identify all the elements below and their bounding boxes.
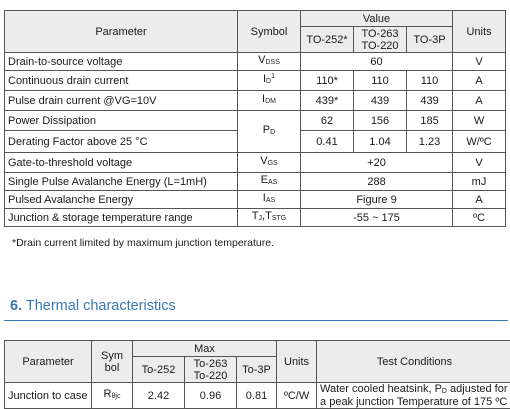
section-heading: [10, 298, 176, 314]
header-to3p: TO-3P: [407, 27, 453, 53]
value-to263: 439: [354, 91, 407, 111]
footnote: *Drain current limited by maximum junction temperature.: [12, 237, 274, 249]
table-row: [5, 53, 506, 71]
value-to3p: 1.23: [407, 131, 453, 153]
symbol-sup: 1: [271, 73, 275, 80]
header-symbol: [92, 341, 133, 383]
param-cell: Pulsed Avalanche Energy: [5, 191, 238, 209]
symbol-text: P: [263, 124, 270, 136]
value-to263: 156: [354, 111, 407, 131]
symbol-cell: [238, 153, 301, 173]
param-cell: Junction to case: [5, 383, 92, 409]
value-to263: 1.04: [354, 131, 407, 153]
table-row: [5, 153, 506, 173]
unit-cell: V: [453, 53, 506, 71]
unit-cell: A: [453, 71, 506, 91]
symbol-sub: D: [266, 78, 271, 85]
value-to252: 2.42: [133, 383, 185, 409]
symbol-sub: GS: [268, 160, 278, 167]
symbol-text: I: [263, 192, 266, 204]
value-to263: 0.96: [185, 383, 237, 409]
value-to3p: 185: [407, 111, 453, 131]
value-cell: 60: [301, 53, 453, 71]
value-to263: 110: [354, 71, 407, 91]
symbol-cell: [238, 209, 301, 227]
header-max: Max: [133, 341, 277, 357]
header-to220: To-220: [188, 370, 233, 382]
conditions-line2: a peak junction Temperature of 175 ºC: [320, 397, 509, 408]
table-row: [5, 191, 506, 209]
header-parameter: Parameter: [5, 11, 238, 53]
table-row: [5, 209, 506, 227]
param-cell: Drain-to-source voltage: [5, 53, 238, 71]
unit-cell: mJ: [453, 173, 506, 191]
symbol-sub: DM: [265, 98, 276, 105]
header-to220: TO-220: [357, 40, 403, 52]
param-cell: Single Pulse Avalanche Energy (L=1mH): [5, 173, 238, 191]
value-cell: 288: [301, 173, 453, 191]
symbol-text: E: [261, 174, 268, 186]
header-parameter: Parameter: [5, 341, 92, 383]
symbol-sub-2: STG: [272, 215, 286, 222]
table-row: [5, 91, 506, 111]
table-row: [5, 111, 506, 131]
symbol-sub: AS: [266, 197, 275, 204]
conditions-text-b: adjusted for: [447, 383, 508, 395]
conditions-cell: [317, 383, 510, 409]
symbol-cell: [238, 191, 301, 209]
header-value: Value: [301, 11, 453, 27]
symbol-text: R: [104, 388, 112, 400]
unit-cell: V: [453, 153, 506, 173]
absolute-max-ratings-table: [4, 10, 506, 227]
header-to252: TO-252*: [301, 27, 354, 53]
conditions-line1: [320, 384, 509, 397]
unit-cell: ºC: [453, 209, 506, 227]
param-cell: Derating Factor above 25 °C: [5, 131, 238, 153]
symbol-sub: AS: [268, 179, 277, 186]
value-to3p: 439: [407, 91, 453, 111]
param-cell: Power Dissipation: [5, 111, 238, 131]
symbol-text: T: [252, 210, 259, 222]
unit-cell: W: [453, 111, 506, 131]
thermal-characteristics-table: [4, 340, 510, 409]
table-row: [5, 71, 506, 91]
value-to252: 439*: [301, 91, 354, 111]
unit-cell: A: [453, 91, 506, 111]
unit-cell: A: [453, 191, 506, 209]
value-to252: 62: [301, 111, 354, 131]
symbol-cell: [92, 383, 133, 409]
symbol-sub: D: [270, 129, 275, 136]
value-to252: 110*: [301, 71, 354, 91]
value-cell: Figure 9: [301, 191, 453, 209]
header-to263: To-263: [188, 358, 233, 370]
conditions-sub: D: [442, 388, 447, 395]
param-cell: Continuous drain current: [5, 71, 238, 91]
header-symbol-line1: Sym: [95, 350, 129, 362]
table-row: [5, 173, 506, 191]
symbol-cell: [238, 91, 301, 111]
symbol-cell: [238, 173, 301, 191]
header-to263: TO-263: [357, 28, 403, 40]
unit-cell: ºC/W: [277, 383, 317, 409]
param-cell: Gate-to-threshold voltage: [5, 153, 238, 173]
unit-cell: W/ºC: [453, 131, 506, 153]
symbol-cell: [238, 53, 301, 71]
symbol-sub: DSS: [265, 59, 279, 66]
value-to3p: 110: [407, 71, 453, 91]
header-test-conditions: Test Conditions: [317, 341, 510, 383]
symbol-text-2: ,T: [262, 210, 272, 222]
section-title: Thermal characteristics: [22, 298, 176, 314]
table-row: [5, 383, 510, 409]
symbol-sub: J: [259, 215, 263, 222]
header-to263-to220: [354, 27, 407, 53]
param-cell: Pulse drain current @VG=10V: [5, 91, 238, 111]
symbol-sub: θjc: [112, 393, 121, 400]
header-to263-to220: [185, 357, 237, 383]
symbol-text: V: [260, 155, 267, 167]
header-symbol-line2: bol: [95, 362, 129, 374]
value-to3p: 0.81: [237, 383, 277, 409]
symbol-cell: [238, 111, 301, 153]
section-number: 6.: [10, 298, 22, 314]
value-cell: -55 ~ 175: [301, 209, 453, 227]
header-to252: To-252: [133, 357, 185, 383]
symbol-text: I: [263, 73, 266, 85]
symbol-cell: [238, 71, 301, 91]
symbol-text: V: [258, 54, 265, 66]
header-to3p: To-3P: [237, 357, 277, 383]
header-units: Units: [277, 341, 317, 383]
value-to252: 0.41: [301, 131, 354, 153]
header-symbol: Symbol: [238, 11, 301, 53]
conditions-text-a: Water cooled heatsink, P: [320, 383, 442, 395]
param-cell: Junction & storage temperature range: [5, 209, 238, 227]
header-units: Units: [453, 11, 506, 53]
section-rule: [4, 320, 508, 321]
symbol-text: I: [262, 93, 265, 105]
value-cell: +20: [301, 153, 453, 173]
